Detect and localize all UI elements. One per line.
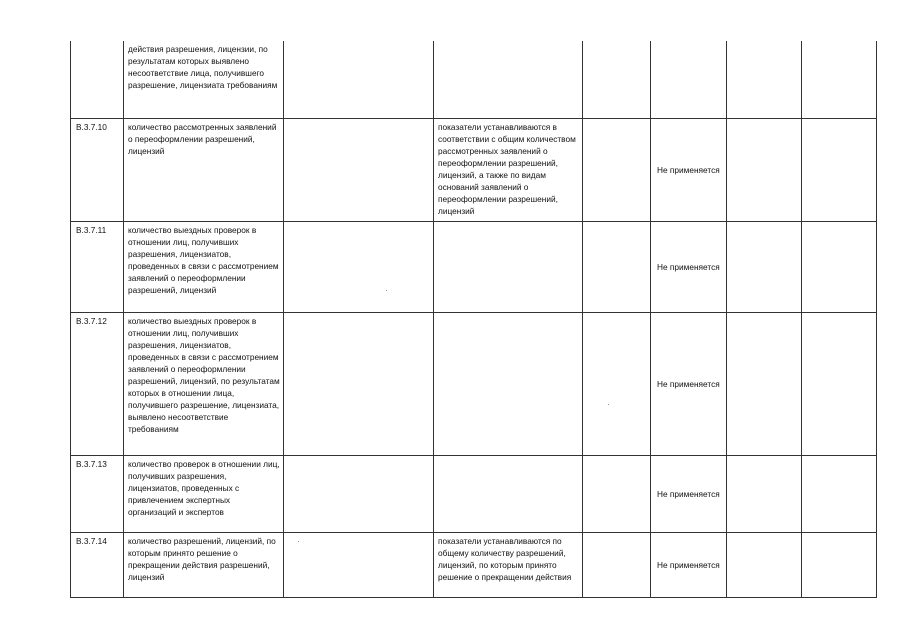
row-code: В.3.7.10 [71,118,124,221]
empty-cell [284,312,434,455]
row-status: Не применяется [657,379,720,390]
row-status: Не применяется [657,489,720,500]
scan-speck [608,404,609,405]
row-status: Не применяется [657,165,720,176]
row-code: В.3.7.13 [71,455,124,532]
row-code: В.3.7.14 [71,532,124,597]
row-indicator-name: действия разрешения, лицензии, по результатам которых выявлено несоответствие лица, получившего разрешение, лицензиата требованиям [124,41,284,118]
row-indicator-name: количество проверок в отношении лиц, получивших разрешения, лицензиатов, проведенных с привлечением экспертных организаций и экспертов [124,455,284,532]
row-indicator-name: количество рассмотренных заявлений о переоформлении разрешений, лицензий [124,118,284,221]
scan-speck [386,290,387,291]
row-note [434,312,583,455]
row-code [71,41,124,118]
empty-cell [802,221,877,312]
empty-cell [727,312,802,455]
empty-cell [284,221,434,312]
empty-cell [802,532,877,597]
empty-cell [802,41,877,118]
table-row [71,532,877,597]
table-row [71,221,877,312]
empty-cell [583,41,651,118]
row-status-cell [651,312,727,455]
row-status-cell [651,455,727,532]
scan-speck [298,541,299,542]
table-row [71,312,877,455]
row-indicator-name: количество разрешений, лицензий, по которым принято решение о прекращении действия разрешений, лицензий [124,532,284,597]
empty-cell [727,118,802,221]
row-indicator-name: количество выездных проверок в отношении лиц, получивших разрешения, лицензиатов, проведенных в связи с рассмотрением заявлений о переоформлении разрешений, лицензий [124,221,284,312]
row-status-cell [651,532,727,597]
empty-cell [727,41,802,118]
table-row [71,455,877,532]
empty-cell [727,221,802,312]
empty-cell [727,532,802,597]
empty-cell [802,312,877,455]
empty-cell [583,455,651,532]
empty-cell [583,312,651,455]
row-note [434,455,583,532]
row-status-cell [651,118,727,221]
document-page [70,41,876,598]
row-indicator-name: количество выездных проверок в отношении лиц, получивших разрешения, лицензиатов, проведенных в связи с рассмотрением заявлений о переоформлении разрешений, лицензий, по результатам которых в отношении лица, получившего разрешение, лицензиата, выявлено несоответствие требованиям [124,312,284,455]
row-code: В.3.7.11 [71,221,124,312]
table-row [71,118,877,221]
empty-cell [284,532,434,597]
row-status-cell [651,41,727,118]
empty-cell [727,455,802,532]
table-row [71,41,877,118]
row-status: Не применяется [657,262,720,273]
empty-cell [802,455,877,532]
empty-cell [284,118,434,221]
row-note [434,41,583,118]
empty-cell [583,118,651,221]
row-note [434,221,583,312]
empty-cell [284,455,434,532]
row-status: Не применяется [657,560,720,571]
row-note: показатели устанавливаются по общему количеству разрешений, лицензий, по которым принято решение о прекращении действия [434,532,583,597]
empty-cell [583,221,651,312]
row-note: показатели устанавливаются в соответствии с общим количеством рассмотренных заявлений о переоформлении разрешений, лицензий, а также по видам оснований заявлений о переоформлении разрешений, лицензий [434,118,583,221]
indicator-table [70,41,877,598]
empty-cell [802,118,877,221]
empty-cell [583,532,651,597]
row-code: В.3.7.12 [71,312,124,455]
row-status-cell [651,221,727,312]
empty-cell [284,41,434,118]
